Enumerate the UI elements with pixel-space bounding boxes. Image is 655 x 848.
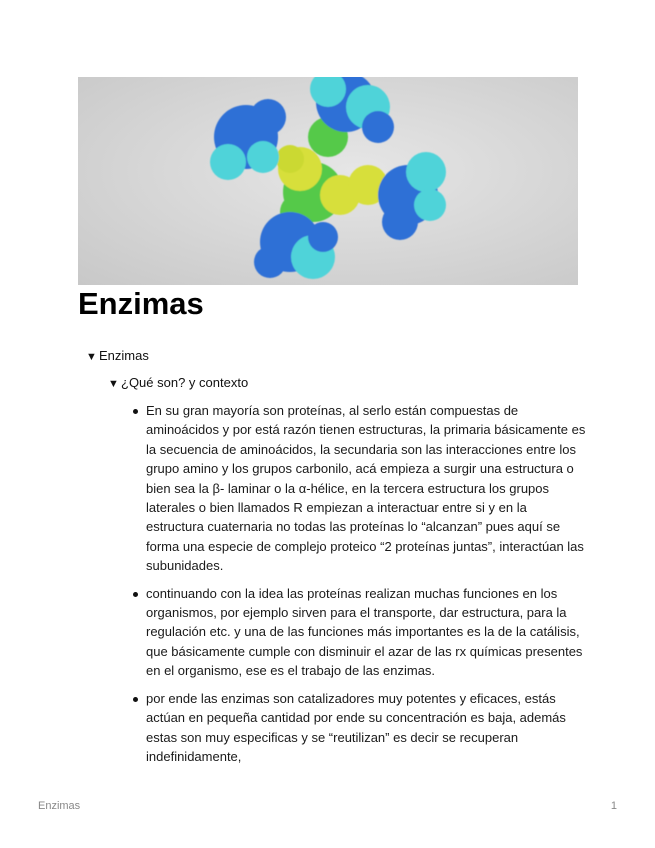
cover-image <box>78 77 578 285</box>
toggle-enzimas[interactable] <box>86 348 149 363</box>
list-item: En su gran mayoría son proteínas, al serlo están compuestas de aminoácidos y por está razón tienen estructuras, la primaria básicamente es la secuencia de aminoácidos, la secundaria son las interacciones entre los grupo amino y los grupos carbonilo, acá empieza a surgir una estructura o bien sea la β- laminar o la α-hélice, en la tercera estructura los grupos laterales o bien llamados R empiezan a interactuar entre si y en la estructura cuaternaria no todas las proteínas lo “alcanzan” pues aquí se forma una especie de complejo proteico “2 proteínas juntas”, interactúan las subunidades. <box>146 401 586 576</box>
list-item: continuando con la idea las proteínas realizan muchas funciones en los organismos, por ejemplo sirven para el transporte, dar estructura, para la regulación etc. y una de las funciones más importantes es la de la catálisis, que básicamente cumple con disminuir el azar de las rx químicas presentes en el organismo, ese es el trabajo de las enzimas. <box>146 584 586 681</box>
toggle-que-son[interactable] <box>108 375 248 390</box>
triangle-down-icon[interactable]: ▼ <box>86 351 97 363</box>
page-title: Enzimas <box>78 286 204 321</box>
triangle-down-icon[interactable]: ▼ <box>108 378 119 390</box>
bullet-list <box>146 401 586 774</box>
list-item: por ende las enzimas son catalizadores muy potentes y eficaces, estás actúan en pequeña cantidad por ende su concentración es baja, además estas son muy especificas y se “reutilizan” es decir se recuperan indefinidamente, <box>146 689 586 767</box>
protein-structure-image <box>78 77 578 285</box>
toggle-label: Enzimas <box>99 348 149 363</box>
page-number: 1 <box>610 800 617 812</box>
toggle-label: ¿Qué son? y contexto <box>121 375 249 390</box>
footer-title: Enzimas <box>38 800 81 812</box>
